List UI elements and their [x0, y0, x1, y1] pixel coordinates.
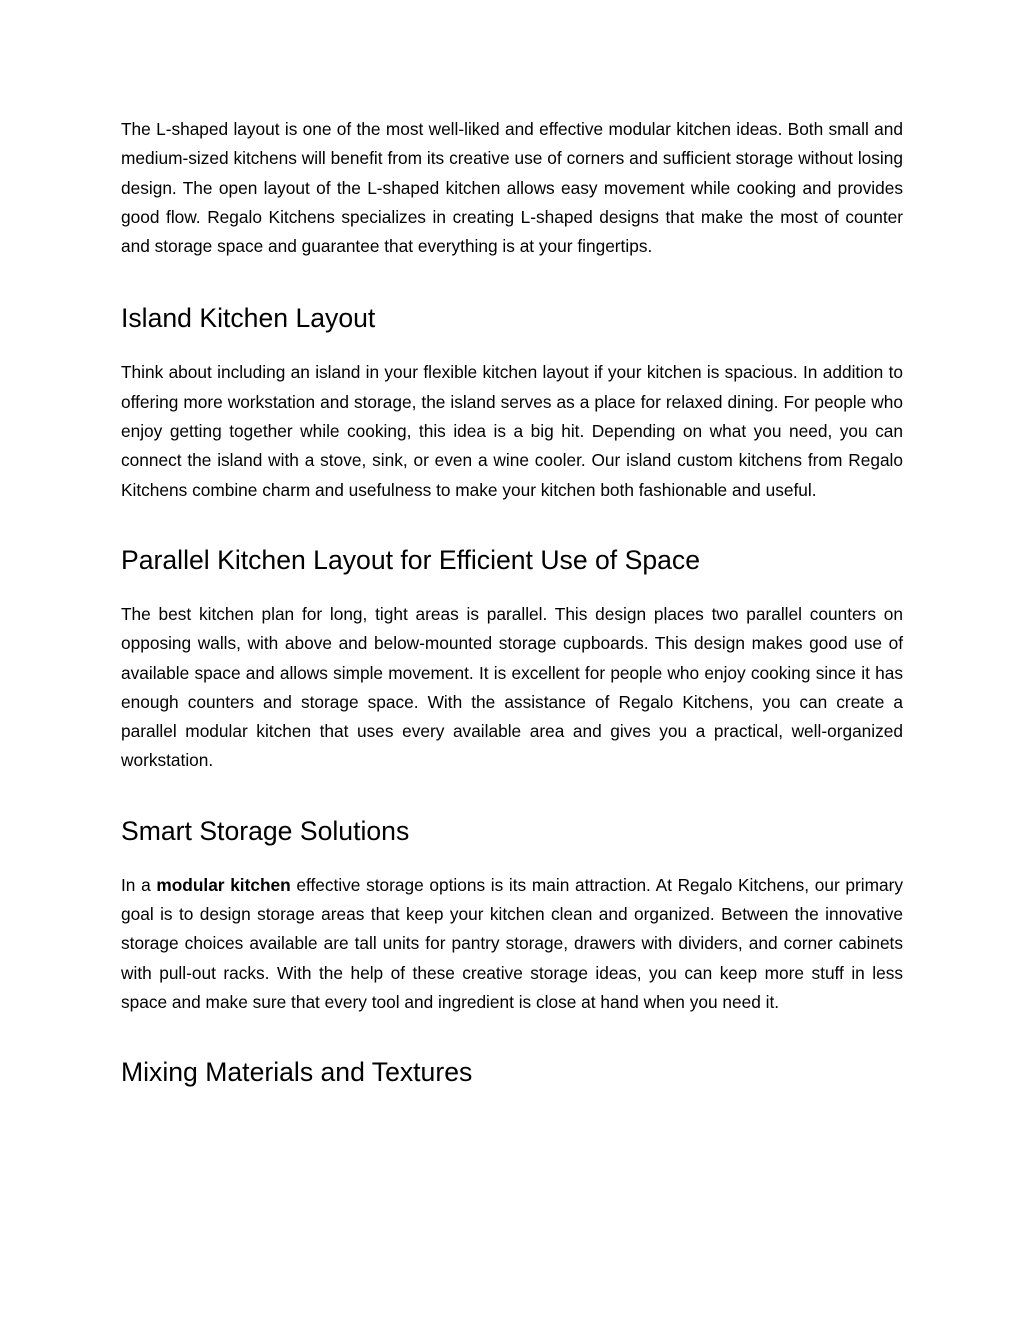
section-paragraph-island: Think about including an island in your flexible kitchen layout if your kitchen is spacious. In addition to offering more workstation and storage, the island serves as a place for relaxed dining. For people who enjoy getting together while cooking, this idea is a big hit. Depending on what you need, you can connect the island with a stove, sink, or even a wine cooler. Our island custom kitchens from Regalo Kitchens combine charm and usefulness to make your kitchen both fashionable and useful. — [121, 362, 903, 500]
section-heading-island: Island Kitchen Layout — [121, 303, 376, 334]
storage-paragraph-bold: modular kitchen — [156, 874, 291, 895]
section-heading-parallel: Parallel Kitchen Layout for Efficient Use of Space — [121, 544, 700, 575]
storage-paragraph-prefix: In a — [121, 874, 157, 895]
section-heading-storage: Smart Storage Solutions — [121, 815, 410, 846]
section-heading-materials: Mixing Materials and Textures — [121, 1057, 473, 1088]
document-page — [121, 115, 903, 1090]
section-paragraph-storage — [121, 871, 903, 1017]
intro-paragraph: The L-shaped layout is one of the most well-liked and effective modular kitchen ideas. Both small and medium-sized kitchens will benefit from its creative use of corners and sufficient storage without losing design. The open layout of the L-shaped kitchen allows easy movement while cooking and provides good flow. Regalo Kitchens specializes in creating L-shaped designs that make the most of counter and storage space and guarantee that everything is at your fingertips. — [121, 119, 903, 257]
section-paragraph-parallel: The best kitchen plan for long, tight areas is parallel. This design places two parallel counters on opposing walls, with above and below-mounted storage cupboards. This design makes good use of available space and allows simple movement. It is excellent for people who enjoy cooking since it has enough counters and storage space. With the assistance of Regalo Kitchens, you can create a parallel modular kitchen that uses every available area and gives you a practical, well-organized workstation. — [121, 603, 903, 771]
storage-paragraph-rest: effective storage options is its main attraction. At Regalo Kitchens, our primary goal is to design storage areas that keep your kitchen clean and organized. Between the innovative storage choices available are tall units for pantry storage, drawers with dividers, and corner cabinets with pull-out racks. With the help of these creative storage ideas, you can keep more stuff in less space and make sure that every tool and ingredient is close at hand when you need it. — [121, 874, 903, 1012]
